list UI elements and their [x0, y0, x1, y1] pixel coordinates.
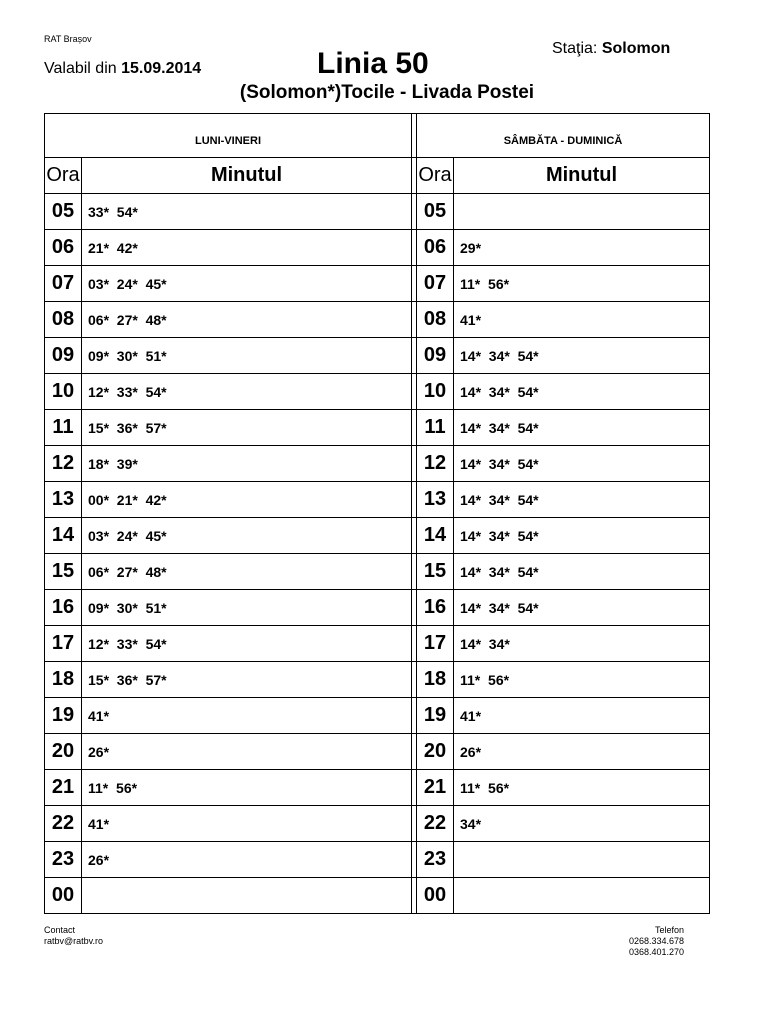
- weekday-minutes-cell: 03* 24* 45*: [82, 266, 412, 302]
- weekend-minutes-cell: 11* 56*: [454, 266, 710, 302]
- weekend-minutes-cell: 14* 34*: [454, 626, 710, 662]
- timetable: [44, 113, 710, 914]
- weekend-hour-cell: 15: [417, 554, 454, 590]
- weekend-hour-cell: 18: [417, 662, 454, 698]
- weekday-minutes-cell: 09* 30* 51*: [82, 338, 412, 374]
- table-row: [45, 698, 710, 734]
- line-title: Linia 50: [317, 47, 429, 80]
- contact-label: Contact: [44, 925, 76, 935]
- weekend-minutes-cell: [454, 842, 710, 878]
- route-text: (Solomon*)Tocile - Livada Postei: [239, 82, 535, 103]
- weekday-hour-header: Ora: [45, 158, 82, 194]
- weekday-minutes-cell: 41*: [82, 698, 412, 734]
- weekend-minutes-cell: 26*: [454, 734, 710, 770]
- weekday-minutes-cell: 33* 54*: [82, 194, 412, 230]
- weekday-minutes-cell: 06* 27* 48*: [82, 302, 412, 338]
- weekday-minutes-cell: 15* 36* 57*: [82, 410, 412, 446]
- table-row: [45, 662, 710, 698]
- weekend-minutes-cell: 14* 34* 54*: [454, 518, 710, 554]
- phone-number-1: 0268.334.678: [628, 936, 684, 946]
- weekend-minutes-cell: 41*: [454, 302, 710, 338]
- weekend-minutes-cell: 14* 34* 54*: [454, 410, 710, 446]
- weekday-header: LUNI-VINERI: [45, 114, 412, 158]
- weekday-hour-cell: 22: [45, 806, 82, 842]
- station-label: Staţia:: [552, 40, 598, 57]
- weekend-hour-cell: 07: [417, 266, 454, 302]
- weekday-hour-cell: 07: [45, 266, 82, 302]
- weekend-minutes-cell: 29*: [454, 230, 710, 266]
- weekend-minute-header: Minutul: [454, 158, 710, 194]
- table-row: [45, 734, 710, 770]
- weekday-hour-cell: 18: [45, 662, 82, 698]
- weekend-minutes-cell: 34*: [454, 806, 710, 842]
- weekday-minutes-cell: 21* 42*: [82, 230, 412, 266]
- weekend-hour-cell: 19: [417, 698, 454, 734]
- weekday-hour-cell: 21: [45, 770, 82, 806]
- weekend-hour-cell: 09: [417, 338, 454, 374]
- weekday-minutes-cell: 15* 36* 57*: [82, 662, 412, 698]
- weekday-minutes-cell: 18* 39*: [82, 446, 412, 482]
- weekday-hour-cell: 14: [45, 518, 82, 554]
- weekday-hour-cell: 00: [45, 878, 82, 914]
- weekend-hour-cell: 16: [417, 590, 454, 626]
- weekend-header: SÂMBĂTA - DUMINICĂ: [417, 114, 710, 158]
- weekend-minutes-cell: [454, 194, 710, 230]
- weekday-minutes-cell: 06* 27* 48*: [82, 554, 412, 590]
- table-row: [45, 410, 710, 446]
- weekend-hour-cell: 21: [417, 770, 454, 806]
- table-row: [45, 446, 710, 482]
- footer-contact: [44, 925, 103, 947]
- weekend-minutes-cell: 14* 34* 54*: [454, 482, 710, 518]
- contact-email: ratbv@ratbv.ro: [44, 936, 103, 946]
- weekend-hour-cell: 11: [417, 410, 454, 446]
- weekend-hour-cell: 22: [417, 806, 454, 842]
- weekday-hour-cell: 06: [45, 230, 82, 266]
- weekday-minutes-cell: 26*: [82, 842, 412, 878]
- weekend-hour-cell: 12: [417, 446, 454, 482]
- table-row: [45, 806, 710, 842]
- weekend-hour-cell: 10: [417, 374, 454, 410]
- weekday-minutes-cell: 11* 56*: [82, 770, 412, 806]
- weekday-minute-header: Minutul: [82, 158, 412, 194]
- weekday-hour-cell: 09: [45, 338, 82, 374]
- weekend-minutes-cell: [454, 878, 710, 914]
- table-row: [45, 266, 710, 302]
- weekday-hour-cell: 05: [45, 194, 82, 230]
- weekday-hour-cell: 15: [45, 554, 82, 590]
- table-row: [45, 626, 710, 662]
- weekday-minutes-cell: 00* 21* 42*: [82, 482, 412, 518]
- weekend-hour-cell: 00: [417, 878, 454, 914]
- table-row: [45, 338, 710, 374]
- weekday-hour-cell: 17: [45, 626, 82, 662]
- weekday-minutes-cell: [82, 878, 412, 914]
- station-line: [552, 40, 670, 58]
- weekend-minutes-cell: 14* 34* 54*: [454, 590, 710, 626]
- validity-line: [44, 60, 201, 78]
- weekend-minutes-cell: 11* 56*: [454, 662, 710, 698]
- weekday-hour-cell: 08: [45, 302, 82, 338]
- table-row: [45, 482, 710, 518]
- table-row: [45, 554, 710, 590]
- weekend-hour-cell: 05: [417, 194, 454, 230]
- weekend-minutes-cell: 41*: [454, 698, 710, 734]
- weekend-hour-cell: 23: [417, 842, 454, 878]
- organization-name: RAT Brașov: [44, 34, 92, 44]
- weekday-minutes-cell: 03* 24* 45*: [82, 518, 412, 554]
- weekend-hour-cell: 13: [417, 482, 454, 518]
- table-row: [45, 374, 710, 410]
- valid-label: Valabil din: [44, 60, 117, 77]
- weekday-hour-cell: 19: [45, 698, 82, 734]
- weekday-hour-cell: 10: [45, 374, 82, 410]
- weekday-hour-cell: 13: [45, 482, 82, 518]
- weekday-hour-cell: 20: [45, 734, 82, 770]
- weekend-hour-cell: 17: [417, 626, 454, 662]
- table-row: [45, 842, 710, 878]
- phone-label: Telefon: [654, 925, 684, 935]
- weekend-minutes-cell: 14* 34* 54*: [454, 338, 710, 374]
- weekend-hour-cell: 20: [417, 734, 454, 770]
- weekend-minutes-cell: 14* 34* 54*: [454, 446, 710, 482]
- valid-date: 15.09.2014: [121, 60, 202, 77]
- weekday-minutes-cell: 26*: [82, 734, 412, 770]
- weekday-hour-cell: 11: [45, 410, 82, 446]
- table-row: [45, 302, 710, 338]
- weekday-hour-cell: 16: [45, 590, 82, 626]
- phone-number-2: 0368.401.270: [628, 947, 684, 957]
- weekend-minutes-cell: 14* 34* 54*: [454, 554, 710, 590]
- weekend-hour-cell: 14: [417, 518, 454, 554]
- weekday-minutes-cell: 12* 33* 54*: [82, 626, 412, 662]
- footer-phone: [629, 925, 684, 958]
- table-row: [45, 878, 710, 914]
- table-row: [45, 770, 710, 806]
- weekday-minutes-cell: 09* 30* 51*: [82, 590, 412, 626]
- weekday-minutes-cell: 12* 33* 54*: [82, 374, 412, 410]
- weekend-hour-cell: 06: [417, 230, 454, 266]
- table-row: [45, 230, 710, 266]
- weekend-minutes-cell: 14* 34* 54*: [454, 374, 710, 410]
- table-row: [45, 194, 710, 230]
- table-row: [45, 590, 710, 626]
- station-name: Solomon: [601, 40, 671, 57]
- route-title: [0, 82, 768, 104]
- weekend-hour-cell: 08: [417, 302, 454, 338]
- weekend-minutes-cell: 11* 56*: [454, 770, 710, 806]
- weekday-minutes-cell: 41*: [82, 806, 412, 842]
- weekday-hour-cell: 12: [45, 446, 82, 482]
- weekday-hour-cell: 23: [45, 842, 82, 878]
- table-row: [45, 518, 710, 554]
- weekend-hour-header: Ora: [417, 158, 454, 194]
